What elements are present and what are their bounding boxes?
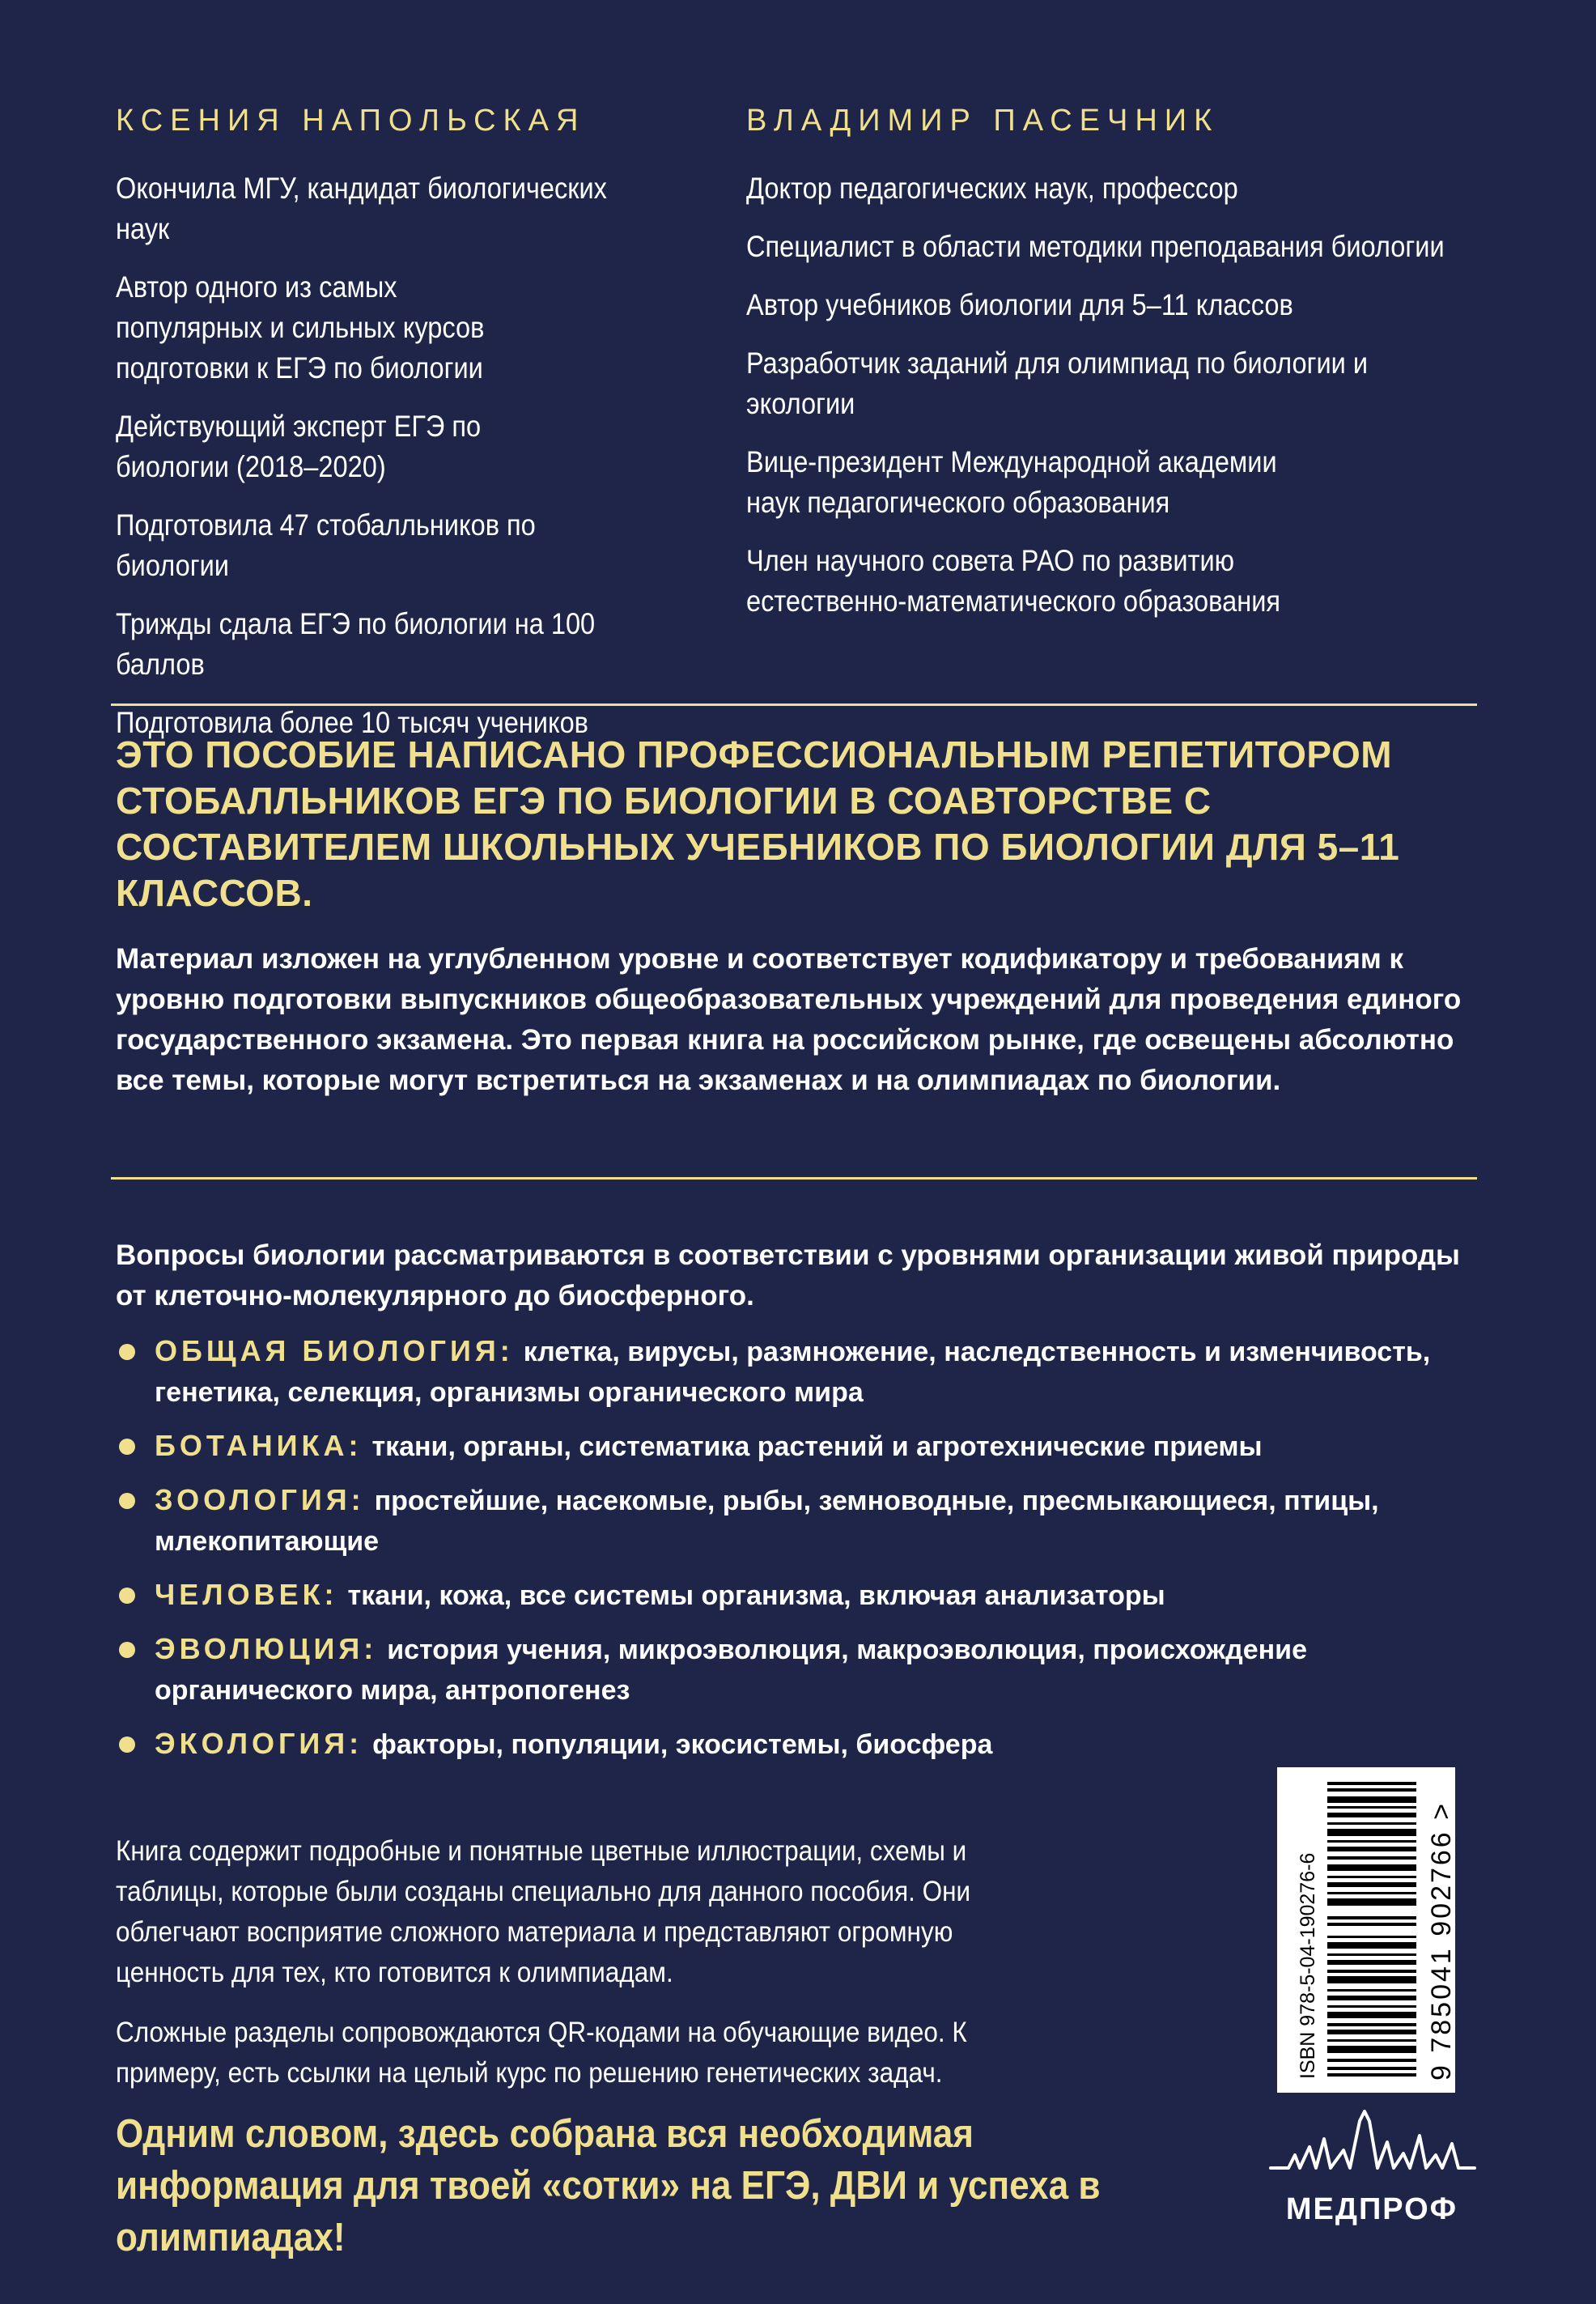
- author-fact: Действующий эксперт ЕГЭ по биологии (2018–2020): [116, 410, 482, 483]
- topic-item: [116, 1331, 1492, 1413]
- topic-name: ЭКОЛОГИЯ:: [155, 1727, 363, 1760]
- author-column-2: [746, 105, 1475, 640]
- author-fact: Подготовила 47 стобалльников по биологии: [116, 508, 536, 582]
- description-paragraph: [116, 1831, 1249, 1993]
- topic-text: ткани, кожа, все системы организма, включая анализаторы: [347, 1580, 1165, 1611]
- closing-statement: Одним словом, здесь собрана вся необходимая информация для твоей «сотки» на ЕГЭ, ДВИ и успеха в олимпиадах!: [116, 2112, 1101, 2259]
- author-facts: [116, 168, 731, 743]
- topic-name: БОТАНИКА:: [155, 1429, 363, 1462]
- topic-item: [116, 1575, 1492, 1616]
- author-name: ВЛАДИМИР ПАСЕЧНИК: [746, 104, 1220, 138]
- topic-item: [116, 1724, 1492, 1765]
- author-fact: Окончила МГУ, кандидат биологических наук: [116, 172, 607, 245]
- barcode: [1277, 1767, 1455, 2093]
- topic-name: ЧЕЛОВЕК:: [155, 1578, 338, 1611]
- topics-list: [116, 1331, 1492, 1778]
- publisher-logo-icon: [1269, 2106, 1476, 2179]
- intro-paragraph: Материал изложен на углубленном уровне и соответствует кодификатору и требованиям к уровню подготовки выпускников общеобразовательных учреждений для проведения единого государственного экзамена. Это первая книга на российском рынке, где освещены абсолютно все темы, которые могут встретиться на экзаменах и на олимпиадах по биологии.: [116, 943, 1462, 1096]
- topic-item: [116, 1426, 1492, 1467]
- levels-intro: Вопросы биологии рассматриваются в соответствии с уровнями организации живой природы от клеточно-молекулярного до биосферного.: [116, 1239, 1460, 1311]
- topic-text: клетка, вирусы, размножение, наследственность и изменчивость, генетика, селекция, организмы органического мира: [155, 1337, 1431, 1408]
- author-fact: Трижды сдала ЕГЭ по биологии на 100 баллов: [116, 607, 596, 681]
- bullet-icon: [119, 1642, 135, 1658]
- topic-text: история учения, микроэволюция, макроэволюция, происхождение органического мира, антропогенез: [155, 1634, 1307, 1706]
- author-fact: Специалист в области методики преподавания биологии: [746, 230, 1445, 263]
- barcode-bars: [1327, 1782, 1416, 2078]
- topic-name: ОБЩАЯ БИОЛОГИЯ:: [155, 1334, 514, 1367]
- bullet-icon: [119, 1344, 135, 1360]
- author-fact: Член научного совета РАО по развитию естественно-математического образования: [746, 544, 1281, 618]
- publisher-name: МЕДПРОФ: [1285, 2192, 1458, 2226]
- author-fact: Доктор педагогических наук, профессор: [746, 172, 1238, 205]
- topic-name: ЭВОЛЮЦИЯ:: [155, 1632, 378, 1665]
- author-fact: Разработчик заданий для олимпиад по биологии и экологии: [746, 346, 1369, 420]
- description-text: Сложные разделы сопровождаются QR-кодами на обучающие видео. К примеру, есть ссылки на целый курс по решению генетических задач.: [116, 2017, 967, 2089]
- bullet-icon: [119, 1493, 135, 1509]
- author-fact: Автор одного из самых популярных и сильных курсов подготовки к ЕГЭ по биологии: [116, 270, 485, 385]
- topic-text: факторы, популяции, экосистемы, биосфера: [372, 1729, 993, 1760]
- isbn-text: ISBN 978-5-04-190276-6: [1297, 1852, 1319, 2079]
- topic-text: простейшие, насекомые, рыбы, земноводные, пресмыкающиеся, птицы, млекопитающие: [155, 1486, 1379, 1557]
- author-fact: Вице-президент Международной академии наук педагогического образования: [746, 445, 1277, 519]
- description-text: Книга содержит подробные и понятные цветные иллюстрации, схемы и таблицы, которые были созданы специально для данного пособия. Они облегчают восприятие сложного материала и представляют огромную ценность для тех, кто готовится к олимпиадам.: [116, 1835, 971, 1988]
- divider-top: [111, 704, 1477, 706]
- description-paragraph: [116, 2013, 1249, 2094]
- topic-name: ЗООЛОГИЯ:: [155, 1483, 365, 1516]
- author-column-1: [116, 105, 731, 761]
- bullet-icon: [119, 1737, 135, 1753]
- headline: ЭТО ПОСОБИЕ НАПИСАНО ПРОФЕССИОНАЛЬНЫМ РЕПЕТИТОРОМ СТОБАЛЛЬНИКОВ ЕГЭ ПО БИОЛОГИИ В СОАВТОРСТВЕ С СОСТАВИТЕЛЕМ ШКОЛЬНЫХ УЧЕБНИКОВ ПО БИОЛОГИИ ДЛЯ 5–11 КЛАССОВ.: [116, 733, 1400, 914]
- topic-text: ткани, органы, систематика растений и агротехнические приемы: [371, 1431, 1263, 1462]
- ean-text: 9 785041 902766 >: [1426, 1800, 1457, 2081]
- topic-item: [116, 1480, 1492, 1562]
- author-facts: [746, 168, 1475, 622]
- divider-middle: [111, 1177, 1477, 1180]
- author-fact: Подготовила более 10 тысяч учеников: [116, 706, 588, 739]
- bullet-icon: [119, 1439, 135, 1455]
- author-name: КСЕНИЯ НАПОЛЬСКАЯ: [116, 104, 586, 138]
- author-fact: Автор учебников биологии для 5–11 классов: [746, 288, 1293, 321]
- bullet-icon: [119, 1588, 135, 1604]
- topic-item: [116, 1629, 1492, 1711]
